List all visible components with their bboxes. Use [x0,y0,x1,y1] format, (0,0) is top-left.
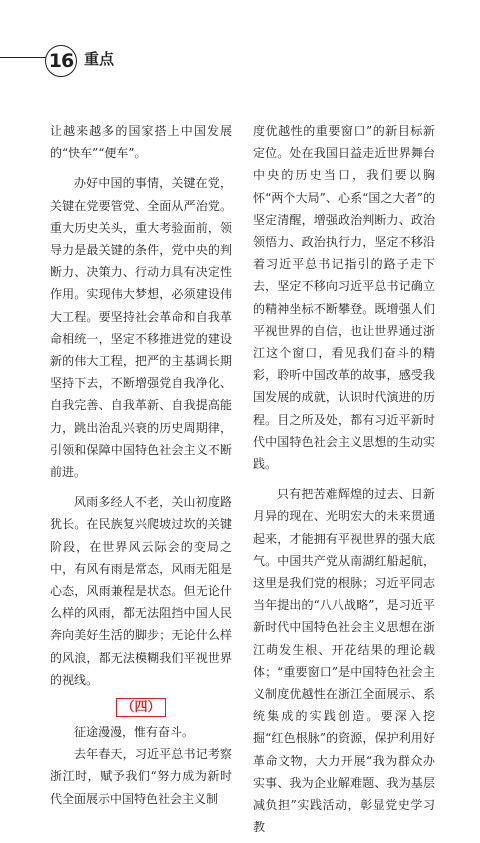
right-column [253,120,435,839]
header-rule [0,57,48,58]
paragraph: 度优越性的重要窗口”的新目标新定位。处在我国日益走近世界舞台中央的历史当口，我们要以胸怀“两个大局”、心系“国之大者”的坚定清醒，增强政治判断力、政治领悟力、政治执行力，坚定不移沿着习近平总书记指引的路子走下去，坚定不移向习近平总书记确立的精神坐标不断攀登。既增强人们平视世界的自信，也让世界通过浙江这个窗口，看见我们奋斗的精彩，聆听中国改革的故事，感受我国发展的成就，认识时代演进的历程。目之所及处，都有习近平新时代中国特色社会主义思想的生动实践。 [253,124,435,472]
paragraph: 让越来越多的国家搭上中国发展的“快车”“便车”。 [50,124,232,161]
subheading-label: （四） [116,698,165,717]
page-number: 16 [45,45,77,77]
subheading [50,697,232,719]
section-title: 重点 [84,50,115,68]
paragraph: 去年春天，习近平总书记考察浙江时，赋予我们“努力成为新时代全面展示中国特色社会主义制 [50,747,232,806]
left-column [50,120,232,810]
paragraph: 只有把苦难辉煌的过去、日新月异的现在、光明宏大的未来贯通起来，才能拥有平视世界的强大底气。中国共产党从南湖红船起航，这里是我们党的根脉；习近平同志当年提出的“八八战略”，是习近平新时代中国特色社会主义思想在浙江萌发生根、开花结果的理论载体；“重要窗口”是中国特色社会主义制度优越性在浙江全面展示、系统集成的实践创造。要深入挖掘“红色根脉”的资源，保护利用好革命文物，大力开展“我为群众办实事、我为企业解难题、我为基层减负担”实践活动，彰显党史学习教 [253,487,435,835]
page-header [0,0,480,80]
paragraph: 风雨多经人不老，关山初度路犹长。在民族复兴爬坡过坎的关键阶段，在世界风云际会的变局之中，有风有雨是常态，风雨无阻是心态，风雨兼程是状态。但无论什么样的风雨，都无法阻挡中国人民奔向美好生活的脚步；无论什么样的风浪，都无法模糊我们平视世界的视线。 [50,495,232,687]
paragraph: 征途漫漫，惟有奋斗。 [74,725,195,740]
paragraph: 办好中国的事情，关键在党，关键在党要管党、全面从严治党。重大历史关头，重大考验面前，领导力是最关键的条件，党中央的判断力、决策力、行动力具有决定性作用。实现伟大梦想，必须建设伟大工程。要坚持社会革命和自我革命相统一，坚定不移推进党的建设新的伟大工程，把严的主基调长期坚持下去，不断增强党自我净化、自我完善、自我革新、自我提高能力，跳出治乱兴衰的历史周期律，引领和保障中国特色社会主义不断前进。 [50,176,232,480]
